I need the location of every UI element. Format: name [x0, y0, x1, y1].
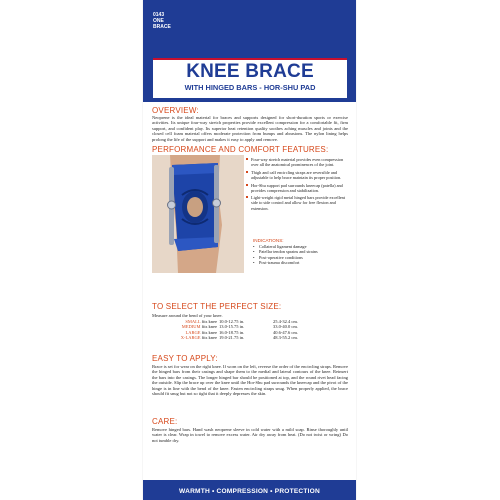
- feature-item: [246, 195, 348, 210]
- title-accent-bar: [153, 58, 347, 60]
- feature-text: Light-weight rigid metal hinged bars provide excellent side to side control and allow for free flexion and extension.: [251, 195, 346, 211]
- header-band: [143, 0, 356, 102]
- overview-text: Neoprene is the ideal material for braces and supports designed for short-duration sports or exercise activities. Its unique four-way stretch properties provide excellent compression for a comfortable fit, firm support, and confident play. Its superior heat retention quality soothes aching muscles and joints and the closed cell foam material offers moderate protection from bumps and abrasions. The nylon lining helps prolong the life of the support and makes it easy to apply and remove.: [152, 115, 348, 142]
- features-heading: PERFORMANCE AND COMFORT FEATURES:: [152, 145, 329, 154]
- feature-item: [246, 183, 348, 193]
- size-inches: 10.0-12.75 in.: [219, 319, 245, 324]
- bullet-icon: •: [253, 244, 255, 249]
- overview-heading: OVERVIEW:: [152, 106, 199, 115]
- indications-list: [253, 244, 318, 265]
- product-card: [143, 0, 356, 500]
- size-name: LARGE: [185, 329, 201, 335]
- indication-text: Post-operative conditions: [259, 254, 303, 260]
- knee-brace-illustration: [152, 155, 244, 273]
- bullet-icon: [246, 158, 248, 160]
- feature-text: Four-way stretch material provides even compression over all the anatomical prominences of the joint.: [251, 157, 344, 168]
- sizing-intro: Measure around the bend of your knee.: [152, 313, 223, 318]
- sizing-heading: TO SELECT THE PERFECT SIZE:: [152, 302, 282, 311]
- size-name: X-LARGE: [180, 334, 201, 340]
- product-code: [153, 12, 171, 30]
- product-title: KNEE BRACE: [186, 61, 314, 82]
- feature-text: Hor-Shu support pad surrounds kneecap (patella) and provides compression and stabilization.: [251, 182, 343, 193]
- size-fits: fits knee: [201, 329, 217, 335]
- size-fits: fits knee: [201, 319, 217, 324]
- size-name: MEDIUM: [181, 324, 201, 330]
- bullet-icon: [246, 196, 248, 198]
- size-fits: fits knee: [201, 334, 217, 340]
- size-inches: 13.0-15.75 in.: [219, 324, 245, 330]
- care-text: Remove hinged bars. Hand wash neoprene sleeve in cold water with a mild soap. Rinse thoroughly until water is clear. Wrap in towel to remove excess water. Air dry away from heat. (Do not twist or wring) Do not tumble dry.: [152, 427, 348, 443]
- size-table: [165, 319, 327, 340]
- bullet-icon: •: [253, 249, 255, 255]
- bullet-icon: •: [253, 259, 255, 265]
- indication-text: Post-trauma discomfort: [259, 259, 300, 265]
- footer-tagline: WARMTH • COMPRESSION • PROTECTION: [179, 488, 320, 495]
- care-heading: CARE:: [152, 417, 178, 426]
- knee-brace-photo: [152, 155, 244, 273]
- feature-item: [246, 170, 348, 180]
- product-subtitle: WITH HINGED BARS - HOR-SHU PAD: [184, 83, 316, 92]
- apply-heading: EASY TO APPLY:: [152, 354, 218, 363]
- size-cm: 33.0-40.0 cm.: [273, 324, 298, 330]
- product-code-number: 0143: [153, 12, 165, 18]
- feature-item: [246, 157, 348, 167]
- indication-text: Collateral ligament damage: [259, 244, 307, 249]
- apply-text: Brace is set for wear on the right knee. If worn on the left, reverse the order of the encircling straps. Remove the hinged bars from their casings and shape them to the medial and lateral contours of the knee. Reinsert the bars into the casings. The longer hinged bar should be positioned at top, and the round rivet head facing the outside. Slip the brace up over the knee until the Hor-Shu pad surrounds the kneecap and the pivot of the hinge is in line with the bend of the knee. Fasten encircling straps snug. When properly applied, the brace should fit snug but not so tight that it deeply depresses the skin.: [152, 364, 348, 397]
- size-cm: 48.3-55.2 cm.: [273, 334, 298, 340]
- product-code-line3: BRACE: [153, 24, 171, 30]
- features-list: [246, 157, 348, 213]
- bullet-icon: •: [253, 254, 255, 260]
- size-cm: 40.6-47.6 cm.: [273, 329, 298, 335]
- indication-text: Patellar tendon sprains and strains: [259, 249, 318, 255]
- size-name: SMALL: [185, 319, 201, 324]
- bullet-icon: [246, 184, 248, 186]
- size-cm: 25.4-32.4 cm.: [273, 319, 298, 324]
- indication-item: [253, 260, 318, 265]
- product-code-line2: ONE: [153, 18, 164, 24]
- bullet-icon: [246, 171, 248, 173]
- size-row: [165, 335, 327, 340]
- size-inches: 19.0-21.75 in.: [219, 334, 245, 340]
- size-fits: fits knee: [201, 324, 217, 330]
- size-inches: 16.0-18.75 in.: [219, 329, 245, 335]
- indications-heading: INDICATIONS:: [253, 238, 284, 243]
- feature-text: Thigh and calf encircling straps are reversible and adjustable to help brace maintain its proper position.: [251, 169, 342, 180]
- title-block: [153, 58, 347, 98]
